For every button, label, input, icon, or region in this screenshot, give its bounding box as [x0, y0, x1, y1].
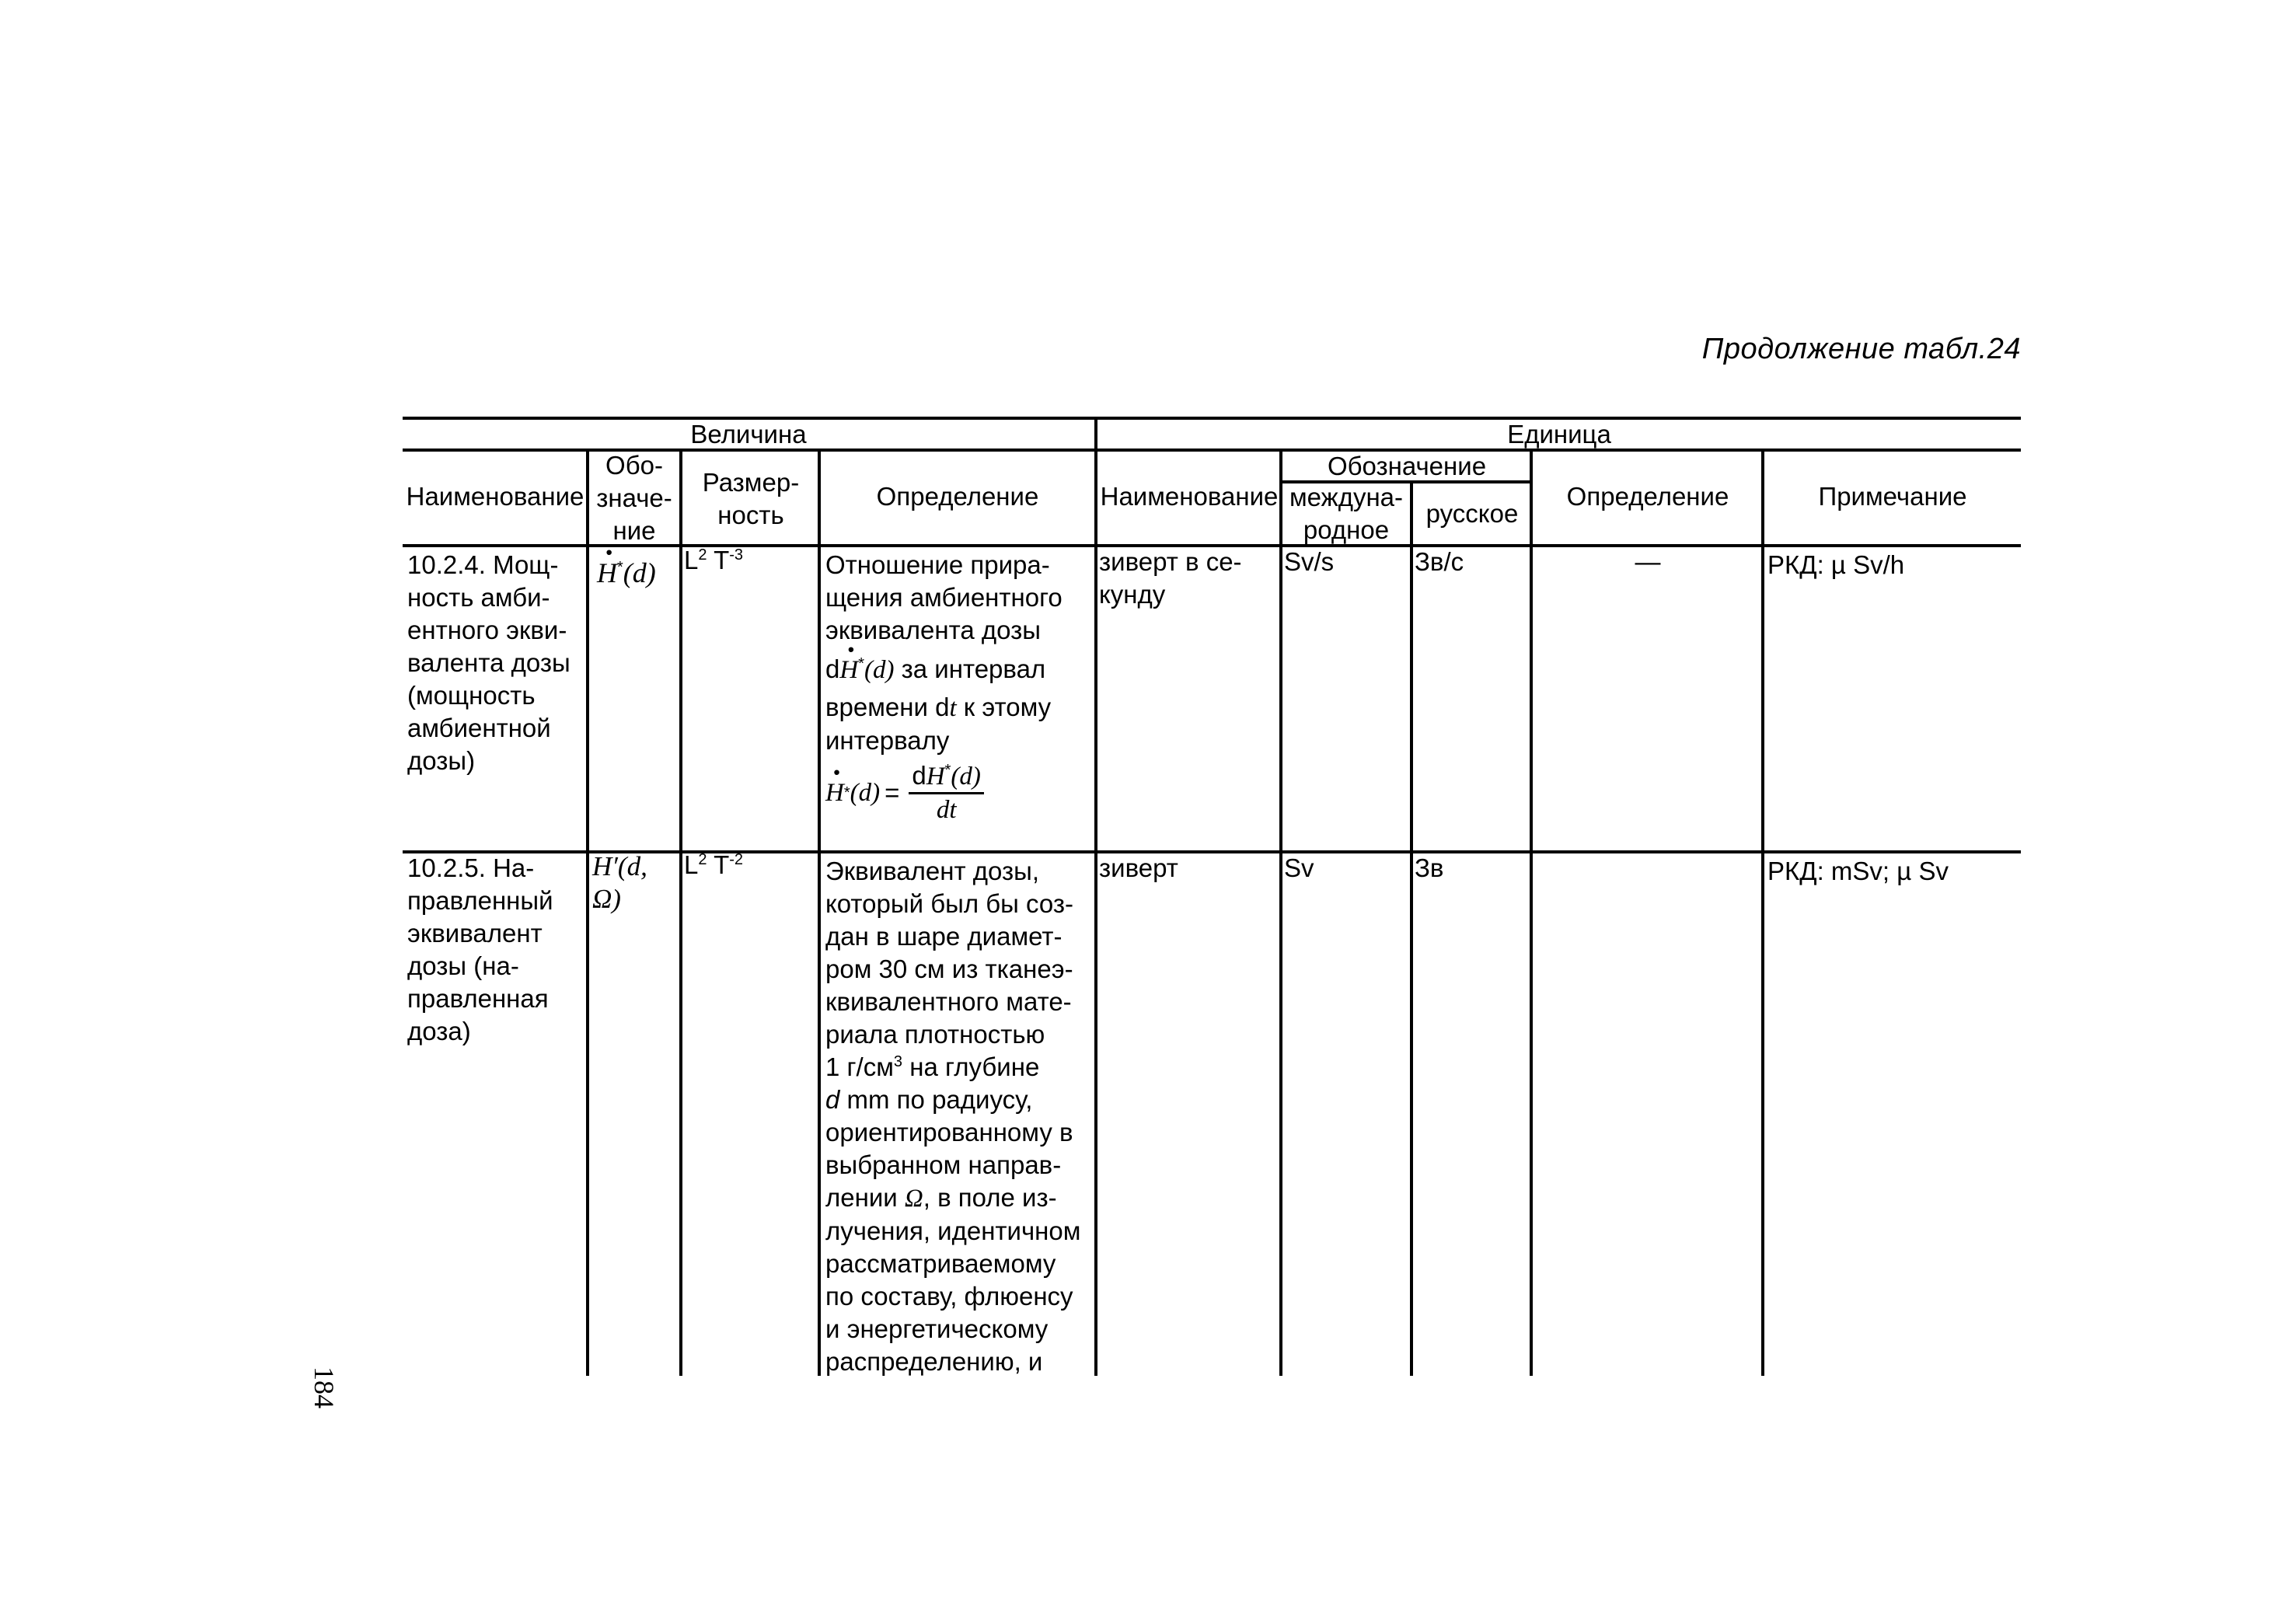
row-1-unit-name: зиверт в се- кунду [1099, 547, 1242, 609]
row-1-formula: · H * (d) = $\frac{dH^*(d)}{dt}$ [825, 760, 1093, 825]
col-divider [1410, 480, 1413, 1376]
col-divider [1094, 417, 1097, 1376]
header-unit-definition: Определение [1566, 482, 1729, 511]
col-divider [1279, 449, 1282, 1376]
header-symbol: Обо- значе- ние [596, 451, 672, 545]
header-unit-name: Наименование [1100, 482, 1279, 511]
header-edinitsa: Единица [1507, 420, 1611, 449]
col-divider [1761, 449, 1764, 1376]
header-international: междуна- родное [1289, 483, 1404, 544]
header-dimension: Размер- ность [702, 468, 800, 529]
row-1-russian: Зв/с [1415, 547, 1464, 576]
row-1-dimension: $L^2$ $T^{-3}$ [684, 546, 744, 574]
row-2-russian: Зв [1415, 853, 1444, 882]
col-divider [679, 449, 682, 1376]
row-2-symbol: H′(d, Ω) [592, 851, 647, 914]
row-2-note: РКД: mSv; µ Sv [1767, 857, 1949, 885]
row-2-unit-name: зиверт [1099, 853, 1178, 882]
header-russian: русское [1425, 499, 1519, 528]
header-velichina: Величина [690, 420, 807, 449]
row-2-definition: Эквивалент дозы, который был бы соз- дан в шаре диамет- ром 30 см из тканеэ- квивалентного мате- риала плотностью 1 $г/см^3$ на глубине d mm по радиусу, ориентированному в выбранном направ- лении Ω, в поле из- лучения, идентичном рассматриваемому по составу, флюенсу и энергетическому распределению, и [825, 857, 1081, 1376]
row-2-name: 10.2.5. На- правленный эквивалент дозы (на- правленная доза) [407, 853, 553, 1045]
header-note: Примечание [1818, 482, 1967, 511]
row-1-name: 10.2.4. Мощ- ность амби- ентного экви- валента дозы (мощность амбиентной дозы) [407, 550, 571, 775]
caption: Продолжение табл.24 [1701, 333, 2021, 365]
col-divider [1530, 449, 1533, 1376]
row-1-international: Sv/s [1284, 547, 1335, 576]
row-1-unit-definition: — [1635, 547, 1661, 576]
page-number: 184 [309, 1366, 340, 1408]
row-2-dimension: $L^2$ $T^{-2}$ [684, 850, 744, 879]
header-definition: Определение [876, 482, 1039, 511]
col-divider [586, 449, 589, 1376]
header-name: Наименование [406, 482, 584, 511]
row-2-international: Sv [1284, 853, 1314, 882]
row-1-symbol: · H*(d) [597, 557, 656, 589]
row-1-note: РКД: µ Sv/h [1767, 550, 1905, 579]
row-1-definition: Отношение прира- щения амбиентного эквивалента дозы d· H*(d) за интервал времени dt к этому интервалу · H * (d) = $\frac{dH^*(d)}{dt}$ [825, 549, 1093, 825]
header-designation: Обозначение [1327, 452, 1487, 480]
col-divider [818, 449, 821, 1376]
